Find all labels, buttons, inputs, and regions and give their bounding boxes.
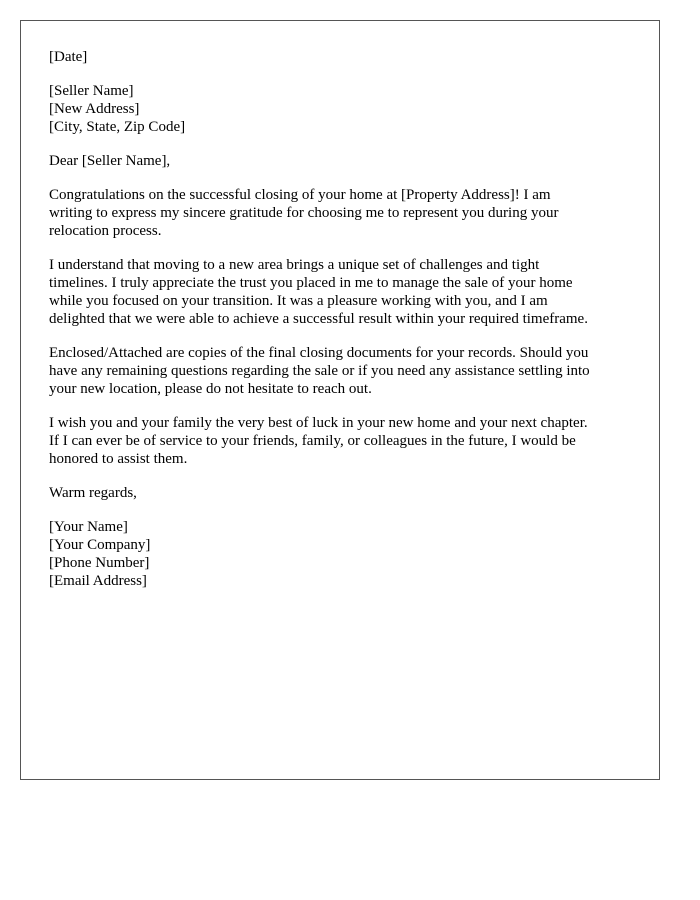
recipient-city-state-zip: [City, State, Zip Code] (49, 119, 186, 135)
closing-block (49, 484, 639, 502)
paragraph-wishes (49, 414, 639, 468)
letter-page (20, 20, 660, 780)
paragraph-line: If I can ever be of service to your friends, family, or colleagues in the future, I would be (49, 433, 576, 449)
recipient-address-block (49, 82, 639, 136)
letter-date: [Date] (49, 49, 88, 65)
recipient-name: [Seller Name] (49, 83, 134, 99)
paragraph-line: Enclosed/Attached are copies of the final closing documents for your records. Should you (49, 345, 589, 361)
paragraph-line: timelines. I truly appreciate the trust you placed in me to manage the sale of your home (49, 275, 573, 291)
salutation-block (49, 152, 639, 170)
paragraph-line: have any remaining questions regarding the sale or if you need any assistance settling into (49, 363, 590, 379)
sender-company: [Your Company] (49, 537, 151, 553)
paragraph-line: I understand that moving to a new area brings a unique set of challenges and tight (49, 257, 540, 273)
paragraph-line: delighted that we were able to achieve a successful result within your required timeframe. (49, 311, 588, 327)
paragraph-line: relocation process. (49, 223, 162, 239)
paragraph-line: writing to express my sincere gratitude for choosing me to represent you during your (49, 205, 559, 221)
closing: Warm regards, (49, 485, 137, 501)
sender-name: [Your Name] (49, 519, 128, 535)
sender-phone: [Phone Number] (49, 555, 150, 571)
paragraph-line: while you focused on your transition. It was a pleasure working with you, and I am (49, 293, 548, 309)
paragraph-appreciation (49, 256, 639, 328)
recipient-address: [New Address] (49, 101, 140, 117)
signature-block (49, 518, 639, 590)
letter-body (49, 48, 639, 606)
paragraph-line: Congratulations on the successful closing of your home at [Property Address]! I am (49, 187, 551, 203)
date-block (49, 48, 639, 66)
paragraph-line: I wish you and your family the very best of luck in your new home and your next chapter. (49, 415, 588, 431)
paragraph-line: your new location, please do not hesitate to reach out. (49, 381, 372, 397)
salutation: Dear [Seller Name], (49, 153, 171, 169)
paragraph-line: honored to assist them. (49, 451, 188, 467)
sender-email: [Email Address] (49, 573, 147, 589)
paragraph-congratulations (49, 186, 639, 240)
paragraph-enclosures (49, 344, 639, 398)
